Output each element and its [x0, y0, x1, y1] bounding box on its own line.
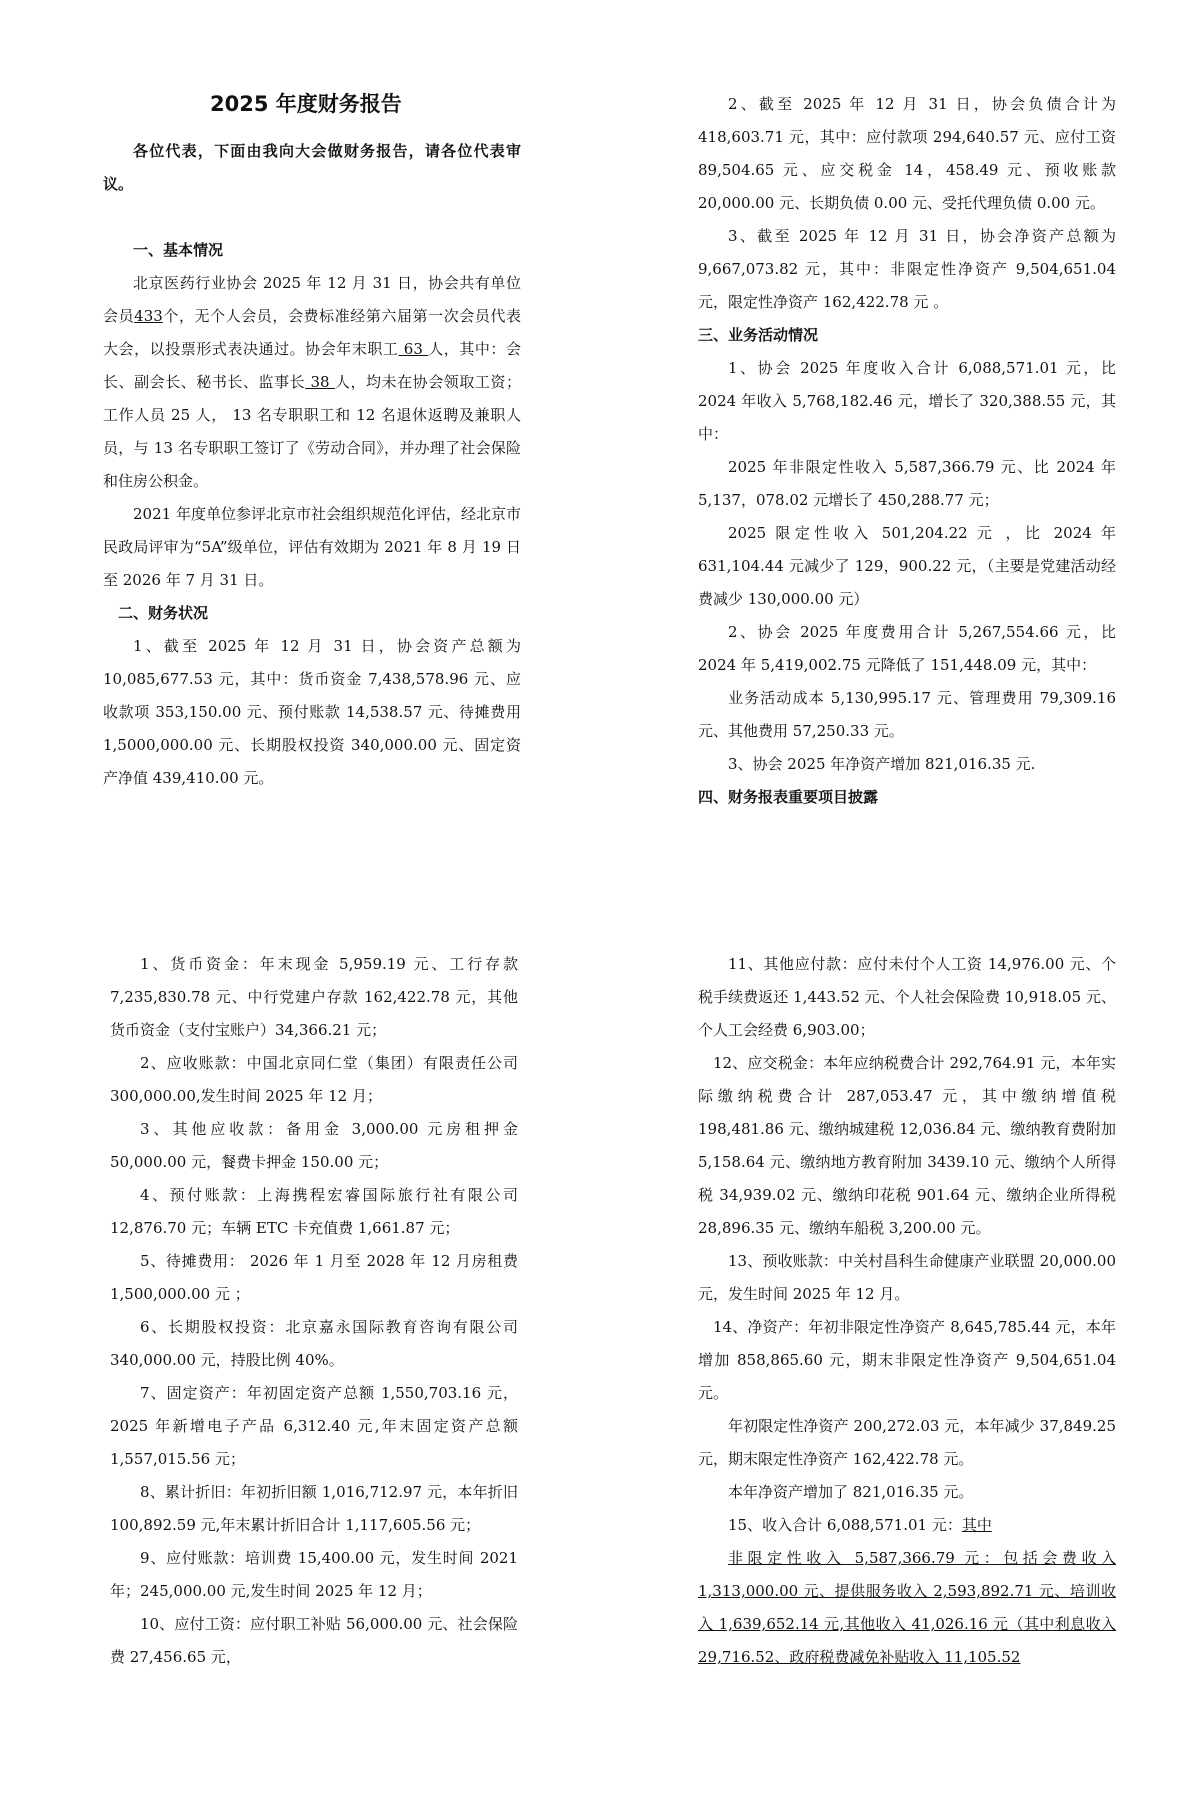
evaluation-paragraph: 2021 年度单位参评北京市社会组织规范化评估，经北京市民政局评审为“5A”级单位，评估有效期为 2021 年 8 月 19 日至 2026 年 7 月 31 日。 — [103, 505, 521, 589]
page1-right-column — [698, 88, 1116, 814]
disclosure-item: 14、净资产：年初非限定性净资产 8,645,785.44 元，本年增加 858,865.60 元，期末非限定性净资产 9,504,651.04 元。 — [698, 1318, 1116, 1402]
disclosure-item: 1、货币资金：年末现金 5,959.19 元、工行存款 7,235,830.78 元、中行党建户存款 162,422.78 元，其他货币资金（支付宝账户）34,366.21 元； — [110, 955, 518, 1039]
staff-count: 63 — [398, 340, 429, 358]
page1-left-column — [103, 135, 521, 795]
disclosure-item: 9、应付账款：培训费 15,400.00 元，发生时间 2021 年；245,000.00 元,发生时间 2025 年 12 月； — [110, 1549, 518, 1600]
disclosure-item: 2、应收账款：中国北京同仁堂（集团）有限责任公司 300,000.00,发生时间 2025 年 12 月； — [110, 1054, 518, 1105]
basic-info-paragraph — [103, 267, 521, 498]
income-total-text: 15、收入合计 6,088,571.01 元： — [728, 1516, 962, 1534]
income-paragraph: 1、协会 2025 年度收入合计 6,088,571.01 元，比 2024 年收入 5,768,182.46 元，增长了 320,388.55 元，其中： — [698, 359, 1116, 443]
income-total-paragraph — [698, 1509, 1116, 1542]
liabilities-paragraph: 2、截至 2025 年 12 月 31 日，协会负债合计为 418,603.71 元，其中：应付款项 294,640.57 元、应付工资 89,504.65 元、应交税金 14，458.49 元、预收账款 20,000.00 元、长期负债 0.00 元、受托代理负债 0.00 元。 — [698, 95, 1116, 212]
expense-detail-paragraph: 业务活动成本 5,130,995.17 元、管理费用 79,309.16 元、其他费用 57,250.33 元。 — [698, 689, 1116, 740]
section1-heading: 一、基本情况 — [133, 241, 224, 259]
page2-left-column — [110, 948, 518, 1674]
disclosure-item: 11、其他应付款：应付未付个人工资 14,976.00 元、个税手续费返还 1,443.52 元、个人社会保险费 10,918.05 元、个人工会经费 6,903.00； — [698, 955, 1116, 1039]
basic-info-text-b: 个，无个人会员，会费标准经第六届第一次会员代表大会，以投票形式表决通过。协会年末职工 — [103, 307, 521, 358]
restricted-income-paragraph: 2025 限定性收入 501,204.22 元 ，比 2024 年 631,104.44 元减少了 129，900.22 元，（主要是党建活动经费减少 130,000.00 元） — [698, 524, 1116, 608]
disclosure-item: 13、预收账款：中关村昌科生命健康产业联盟 20,000.00 元，发生时间 2025 年 12 月。 — [698, 1252, 1116, 1303]
basic-info-text-a: 北京医药行业协会 2025 年 12 月 31 日，协会共有单位会员 — [103, 274, 521, 325]
disclosure-item: 12、应交税金：本年应纳税费合计 292,764.91 元，本年实际缴纳税费合计 287,053.47 元，其中缴纳增值税 198,481.86 元、缴纳城建税 12,036.84 元、缴纳教育费附加 5,158.64 元、缴纳地方教育附加 3439.10 元、缴纳个人所得税 34,939.02 元、缴纳印花税 901.64 元、缴纳企业所得税 28,896.35 元、缴纳车船税 3,200.00 元。 — [698, 1054, 1116, 1237]
section2-heading: 二、财务状况 — [118, 604, 209, 622]
member-count: 433 — [134, 307, 163, 325]
basic-info-text-d: 人，均未在协会领取工资；工作人员 25 人， 13 名专职职工和 12 名退休返聘及兼职人员，与 13 名专职职工签订了《劳动合同》，并办理了社会保险和住房公积金。 — [103, 373, 521, 490]
disclosure-item: 5、待摊费用： 2026 年 1 月至 2028 年 12 月房租费 1,500,000.00 元 ； — [110, 1252, 518, 1303]
disclosure-item: 年初限定性净资产 200,272.03 元，本年减少 37,849.25 元，期末限定性净资产 162,422.78 元。 — [698, 1417, 1116, 1468]
income-total-qualifier: 其中 — [961, 1516, 992, 1534]
disclosure-item: 8、累计折旧：年初折旧额 1,016,712.97 元，本年折旧 100,892.59 元,年末累计折旧合计 1,117,605.56 元； — [110, 1483, 518, 1534]
page2-right-column — [698, 948, 1116, 1674]
intro-paragraph: 各位代表，下面由我向大会做财务报告，请各位代表审议。 — [103, 142, 521, 193]
section3-heading: 三、业务活动情况 — [698, 326, 819, 344]
assets-paragraph: 1、截至 2025 年 12 月 31 日，协会资产总额为 10,085,677.53 元，其中：货币资金 7,438,578.96 元、应收款项 353,150.00 元、预付账款 14,538.57 元、待摊费用 1,5000,000.00 元、长期股权投资 340,000.00 元、固定资产净值 439,410.00 元。 — [103, 637, 521, 787]
disclosure-item: 6、长期股权投资：北京嘉永国际教育咨询有限公司 340,000.00 元，持股比例 40%。 — [110, 1318, 518, 1369]
disclosure-item: 4、预付账款：上海携程宏睿国际旅行社有限公司 12,876.70 元；车辆 ETC 卡充值费 1,661.87 元； — [110, 1186, 518, 1237]
disclosure-item: 本年净资产增加了 821,016.35 元。 — [728, 1483, 974, 1501]
leader-count: 38 — [305, 373, 335, 391]
basic-info-text-c: 人，其中：会长、副会长、秘书长、监事长 — [103, 340, 521, 391]
expense-paragraph: 2、协会 2025 年度费用合计 5,267,554.66 元，比 2024 年 5,419,002.75 元降低了 151,448.09 元，其中： — [698, 623, 1116, 674]
net-asset-increase-paragraph: 3、协会 2025 年净资产增加 821,016.35 元. — [728, 755, 1036, 773]
net-assets-paragraph: 3、截至 2025 年 12 月 31 日，协会净资产总额为 9,667,073.82 元，其中：非限定性净资产 9,504,651.04 元，限定性净资产 162,422.78 元 。 — [698, 227, 1116, 311]
disclosure-item: 3、其他应收款：备用金 3,000.00 元房租押金 50,000.00 元，餐费卡押金 150.00 元； — [110, 1120, 518, 1171]
disclosure-item: 10、应付工资：应付职工补贴 56,000.00 元、社会保险费 27,456.65 元， — [110, 1615, 518, 1666]
page-title: 2025 年度财务报告 — [210, 92, 402, 116]
unrestricted-income-paragraph: 2025 年非限定性收入 5,587,366.79 元、比 2024 年 5,137，078.02 元增长了 450,288.77 元； — [698, 458, 1116, 509]
section4-heading: 四、财务报表重要项目披露 — [698, 788, 879, 806]
unrestricted-income-breakdown: 非限定性收入 5,587,366.79 元：包括会费收入 1,313,000.00 元、提供服务收入 2,593,892.71 元、培训收入 1,639,652.14 元,其他收入 41,026.16 元（其中利息收入 29,716.52、政府税费减免补贴收入 11,105.52 — [698, 1549, 1116, 1666]
disclosure-item: 7、固定资产：年初固定资产总额 1,550,703.16 元，2025 年新增电子产品 6,312.40 元,年末固定资产总额 1,557,015.56 元； — [110, 1384, 518, 1468]
